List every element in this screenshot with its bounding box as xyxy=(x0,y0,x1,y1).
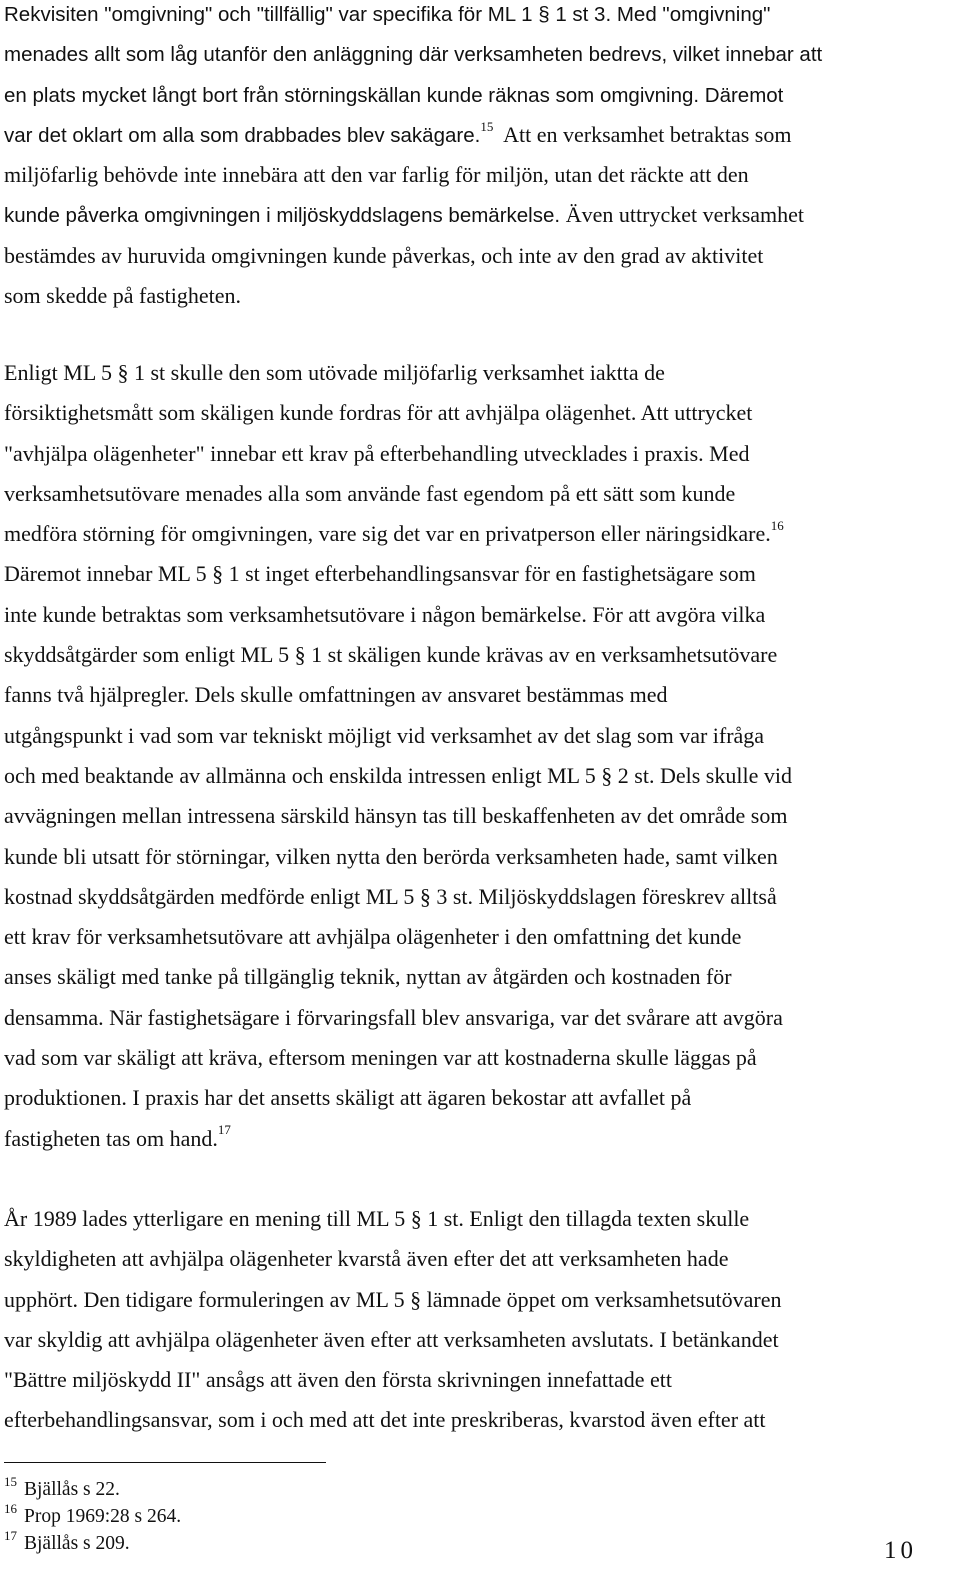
text-segment: Att en verksamhet betraktas som xyxy=(493,121,792,147)
paragraph-3 xyxy=(4,1199,952,1441)
text-line xyxy=(4,796,952,836)
text-segment: fanns två hjälpregler. Dels skulle omfattningen av ansvaret bestämmas med xyxy=(4,682,668,708)
text-line xyxy=(4,195,952,235)
text-line xyxy=(4,756,952,796)
text-line xyxy=(4,115,952,155)
text-segment: År 1989 lades ytterligare en mening till ML 5 § 1 st. Enligt den tillagda texten skulle xyxy=(4,1206,750,1231)
footnote-reference: 17 xyxy=(217,1122,231,1138)
text-line xyxy=(4,393,952,433)
text-segment: produktionen. I praxis har det ansetts skäligt att ägaren bekostar att avfallet på xyxy=(4,1085,692,1111)
footnote-number: 15 xyxy=(4,1473,17,1489)
text-line xyxy=(4,595,952,635)
text-line xyxy=(4,75,952,115)
text-line xyxy=(4,0,952,34)
text-segment: kunde bli utsatt för störningar, vilken nytta den berörda verksamheten hade, samt vilken xyxy=(4,843,778,869)
text-line xyxy=(4,635,952,675)
text-segment: som skedde på fastigheten. xyxy=(4,283,242,309)
footnotes xyxy=(4,1473,182,1557)
text-line xyxy=(4,353,952,393)
text-segment: anses skäligt med tanke på tillgänglig teknik, nyttan av åtgärden och kostnaden för xyxy=(4,964,732,990)
footnote-number: 17 xyxy=(4,1527,17,1543)
text-line xyxy=(4,1280,952,1320)
paragraph-2 xyxy=(4,353,952,1159)
text-segment: försiktighetsmått som skäligen kunde fordras för att avhjälpa olägenhet. Att uttrycket xyxy=(4,400,753,426)
text-segment: inte kunde betraktas som verksamhetsutövare i någon bemärkelse. För att avgöra vilka xyxy=(4,601,766,627)
text-segment: var det oklart om alla som drabbades blev sakägare. xyxy=(4,123,481,147)
text-segment: "avhjälpa olägenheter" innebar ett krav på efterbehandling utvecklades i praxis. Med xyxy=(4,440,750,466)
text-line xyxy=(4,1239,952,1279)
text-segment: menades allt som låg utanför den anläggning där verksamheten bedrevs, vilket innebar att xyxy=(4,43,823,67)
footnote-16 xyxy=(4,1500,182,1530)
text-line xyxy=(4,1078,952,1118)
text-line xyxy=(4,554,952,594)
text-segment: Enligt ML 5 § 1 st skulle den som utövade miljöfarlig verksamhet iaktta de xyxy=(4,360,665,385)
text-segment: skyldigheten att avhjälpa olägenheter kvarstå även efter det att verksamheten hade xyxy=(4,1246,729,1272)
footnote-reference: 15 xyxy=(480,118,494,134)
footnote-separator xyxy=(4,1462,326,1463)
text-segment: var skyldig att avhjälpa olägenheter även efter att verksamheten avslutats. I betänkandet xyxy=(4,1326,779,1352)
text-line xyxy=(4,34,952,74)
text-segment: en plats mycket långt bort från störningskällan kunde räknas som omgivning. Däremot xyxy=(4,83,784,107)
text-line xyxy=(4,957,952,997)
text-line xyxy=(4,837,952,877)
footnote-17 xyxy=(4,1527,181,1557)
text-line xyxy=(4,1400,952,1440)
text-line xyxy=(4,1199,952,1239)
text-segment: miljöfarlig behövde inte innebära att den var farlig för miljön, utan det räckte att den xyxy=(4,162,749,188)
text-segment: efterbehandlingsansvar, som i och med att det inte preskriberas, kvarstod även efter att xyxy=(4,1407,766,1433)
footnote-15 xyxy=(4,1473,181,1503)
footnote-text: Bjällås s 209. xyxy=(24,1533,130,1554)
paragraph-1 xyxy=(4,0,952,316)
text-line xyxy=(4,236,952,276)
text-line xyxy=(4,434,952,474)
page-number: 10 xyxy=(884,1537,917,1564)
text-line xyxy=(4,917,952,957)
text-segment: Däremot innebar ML 5 § 1 st inget efterbehandlingsansvar för en fastighetsägare som xyxy=(4,561,756,587)
text-line xyxy=(4,276,952,316)
text-segment: utgångspunkt i vad som var tekniskt möjligt vid verksamhet av det slag som var ifråga xyxy=(4,722,765,748)
text-line xyxy=(4,1119,952,1159)
text-line xyxy=(4,1038,952,1078)
text-segment: "Bättre miljöskydd II" ansågs att även den första skrivningen innefattade ett xyxy=(4,1367,672,1393)
footnote-text: Prop 1969:28 s 264. xyxy=(24,1506,182,1527)
text-segment: densamma. När fastighetsägare i förvaringsfall blev ansvariga, var det svårare att avgöra xyxy=(4,1004,783,1030)
footnote-reference: 16 xyxy=(770,517,784,533)
text-segment: bestämdes av huruvida omgivningen kunde påverkas, och inte av den grad av aktivitet xyxy=(4,242,764,268)
text-segment: fastigheten tas om hand. xyxy=(4,1125,218,1151)
text-line xyxy=(4,1360,952,1400)
footnote-text: Bjällås s 22. xyxy=(24,1479,120,1500)
text-segment: Rekvisiten "omgivning" och "tillfällig" var specifika för ML 1 § 1 st 3. Med "omgivning" xyxy=(4,3,771,26)
text-line xyxy=(4,474,952,514)
text-line xyxy=(4,514,952,554)
text-segment: vad som var skäligt att kräva, eftersom meningen var att kostnaderna skulle läggas på xyxy=(4,1045,757,1071)
text-line xyxy=(4,155,952,195)
text-segment: avvägningen mellan intressena särskild hänsyn tas till beskaffenheten av det område som xyxy=(4,803,788,829)
text-segment: Även uttrycket verksamhet xyxy=(565,202,805,228)
text-segment: upphört. Den tidigare formuleringen av ML 5 § lämnade öppet om verksamhetsutövaren xyxy=(4,1286,782,1312)
text-line xyxy=(4,675,952,715)
text-segment: verksamhetsutövare menades alla som använde fast egendom på ett sätt som kunde xyxy=(4,480,736,506)
text-line xyxy=(4,877,952,917)
text-line xyxy=(4,998,952,1038)
text-line xyxy=(4,1320,952,1360)
text-segment: kunde påverka omgivningen i miljöskyddslagens bemärkelse. xyxy=(4,204,566,228)
footnote-number: 16 xyxy=(4,1500,17,1516)
text-segment: och med beaktande av allmänna och enskilda intressen enligt ML 5 § 2 st. Dels skulle vid xyxy=(4,762,792,788)
text-segment: skyddsåtgärder som enligt ML 5 § 1 st skäligen kunde krävas av en verksamhetsutövare xyxy=(4,642,778,668)
text-segment: medföra störning för omgivningen, vare sig det var en privatperson eller näringsidkare. xyxy=(4,521,771,547)
text-line xyxy=(4,716,952,756)
text-segment: kostnad skyddsåtgärden medförde enligt ML 5 § 3 st. Miljöskyddslagen föreskrev alltså xyxy=(4,883,777,909)
text-segment: ett krav för verksamhetsutövare att avhjälpa olägenheter i den omfattning det kunde xyxy=(4,924,742,950)
